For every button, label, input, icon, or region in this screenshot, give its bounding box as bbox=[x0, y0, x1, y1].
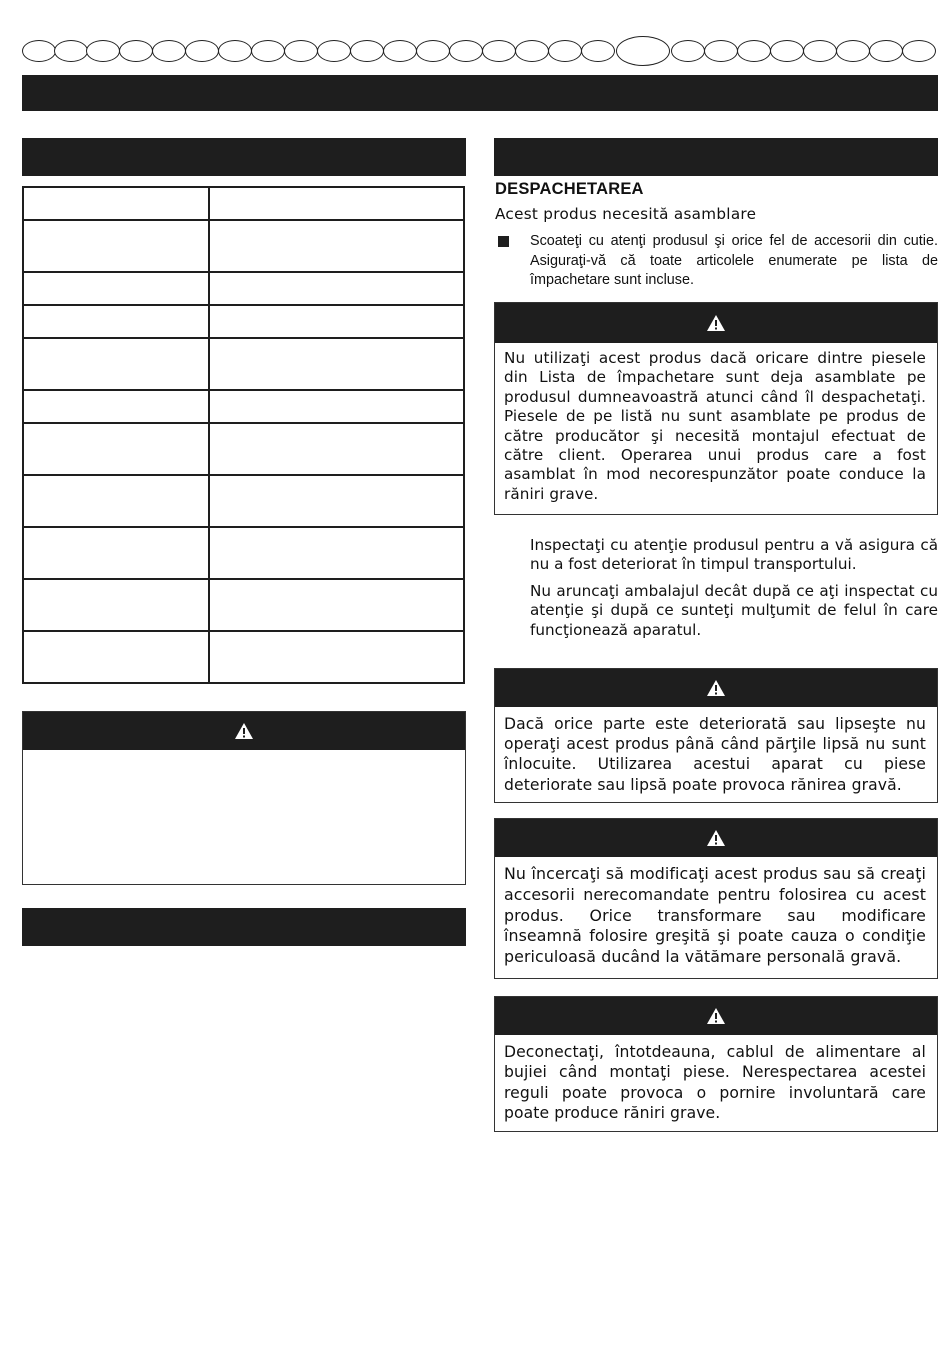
warning-box-empty bbox=[22, 711, 466, 885]
language-tab[interactable] bbox=[515, 40, 549, 62]
table-row bbox=[23, 579, 464, 631]
table-cell bbox=[23, 423, 209, 475]
warning-header bbox=[495, 997, 937, 1035]
language-tab[interactable] bbox=[383, 40, 417, 62]
language-tab[interactable] bbox=[22, 40, 56, 62]
warning-text: Nu încercaţi să modificaţi acest produs sau să creaţi accesorii nerecomandate pentru folosirea cu acest produs. Orice transformare sau modificare înseamnă folosire greşită şi poate cauza o condiţie periculoasă ducând la vătămare personală gravă. bbox=[504, 864, 926, 967]
language-tab[interactable] bbox=[803, 40, 837, 62]
section-title: DESPACHETAREA bbox=[495, 180, 644, 198]
table-cell bbox=[23, 527, 209, 579]
table-cell bbox=[23, 220, 209, 272]
warning-header bbox=[495, 303, 937, 343]
warning-box-3 bbox=[494, 818, 938, 979]
language-tab[interactable] bbox=[251, 40, 285, 62]
warning-header bbox=[23, 712, 465, 750]
table-cell bbox=[209, 305, 464, 338]
table-row bbox=[23, 220, 464, 272]
table-row bbox=[23, 423, 464, 475]
bullet-square-icon bbox=[498, 236, 509, 247]
table-cell bbox=[209, 187, 464, 220]
warning-box-1 bbox=[494, 302, 938, 515]
warning-triangle-icon bbox=[706, 829, 726, 847]
warning-text: Deconectaţi, întotdeauna, cablul de alimentare al bujiei când montaţi piese. Nerespectarea acestei reguli poate provoca o pornire involuntară care poate produce răniri grave. bbox=[504, 1043, 926, 1123]
language-tab[interactable] bbox=[86, 40, 120, 62]
table-cell bbox=[23, 338, 209, 390]
language-tab[interactable] bbox=[152, 40, 186, 62]
page-header-bar bbox=[22, 75, 938, 111]
warning-text: Dacă orice parte este deteriorată sau lipseşte nu operaţi acest produs până când părţile lipsă nu sunt înlocuite. Utilizarea acestui aparat cu piese deteriorate sau lipsă poate provoca rănirea gravă. bbox=[504, 715, 926, 794]
table-row bbox=[23, 338, 464, 390]
language-tab[interactable] bbox=[581, 40, 615, 62]
language-tab[interactable] bbox=[449, 40, 483, 62]
table-cell bbox=[23, 187, 209, 220]
warning-triangle-icon bbox=[706, 679, 726, 697]
warning-header bbox=[495, 669, 937, 707]
language-tab[interactable] bbox=[671, 40, 705, 62]
specifications-table bbox=[22, 186, 465, 684]
section-header-bar bbox=[22, 908, 466, 946]
warning-header bbox=[495, 819, 937, 857]
table-cell bbox=[209, 527, 464, 579]
table-row bbox=[23, 390, 464, 423]
table-row bbox=[23, 272, 464, 305]
language-tab[interactable] bbox=[416, 40, 450, 62]
table-cell bbox=[209, 423, 464, 475]
table-cell bbox=[209, 272, 464, 305]
table-cell bbox=[23, 305, 209, 338]
table-cell bbox=[209, 338, 464, 390]
warning-box-2 bbox=[494, 668, 938, 803]
table-cell bbox=[209, 579, 464, 631]
language-tab[interactable] bbox=[902, 40, 936, 62]
language-tab[interactable] bbox=[704, 40, 738, 62]
language-tab[interactable] bbox=[350, 40, 384, 62]
language-tab[interactable] bbox=[482, 40, 516, 62]
section-subtitle: Acest produs necesită asamblare bbox=[495, 205, 757, 223]
language-tab[interactable] bbox=[284, 40, 318, 62]
table-row bbox=[23, 305, 464, 338]
table-row bbox=[23, 527, 464, 579]
table-cell bbox=[209, 390, 464, 423]
table-cell bbox=[209, 631, 464, 683]
table-cell bbox=[23, 390, 209, 423]
bullet-text: Scoateţi cu atenţi produsul şi orice fel de accesorii din cutie. Asiguraţi-vă că toate articolele enumerate pe lista de împachetare sunt incluse. bbox=[530, 233, 938, 288]
unpacking-header-bar bbox=[494, 138, 938, 176]
language-tab[interactable] bbox=[836, 40, 870, 62]
warning-triangle-icon bbox=[234, 722, 254, 740]
inspect-paragraph: Inspectaţi cu atenţie produsul pentru a vă asigura că nu a fost deteriorat în timpul transportului. bbox=[530, 536, 938, 574]
table-cell bbox=[23, 579, 209, 631]
warning-text: Nu utilizaţi acest produs dacă oricare dintre piesele din Lista de împachetare sunt deja asamblate pe produsul dumneavoastră atunci când îl despachetaţi. Piesele de pe listă nu sunt asamblate pe produs de către producător şi necesită montajul efectuat de către client. Operarea unui produs care a fost asamblat în mod necorespunzător poate conduce la răniri grave. bbox=[504, 349, 926, 503]
table-row bbox=[23, 187, 464, 220]
table-row bbox=[23, 475, 464, 527]
language-tab[interactable] bbox=[317, 40, 351, 62]
warning-box-4 bbox=[494, 996, 938, 1132]
warning-triangle-icon bbox=[706, 314, 726, 332]
table-row bbox=[23, 631, 464, 683]
table-cell bbox=[23, 475, 209, 527]
language-tab[interactable] bbox=[119, 40, 153, 62]
table-cell bbox=[23, 631, 209, 683]
language-tab[interactable] bbox=[54, 40, 88, 62]
table-cell bbox=[23, 272, 209, 305]
language-tab[interactable] bbox=[185, 40, 219, 62]
warning-triangle-icon bbox=[706, 1007, 726, 1025]
packaging-paragraph: Nu aruncaţi ambalajul decât după ce aţi inspectat cu atenţie şi după ce sunteţi mulţumit de felul în care funcţionează aparatul. bbox=[530, 582, 938, 639]
language-tab[interactable] bbox=[770, 40, 804, 62]
language-tab[interactable] bbox=[737, 40, 771, 62]
language-tab[interactable] bbox=[218, 40, 252, 62]
language-tab[interactable] bbox=[869, 40, 903, 62]
language-tab[interactable] bbox=[548, 40, 582, 62]
specifications-header-bar bbox=[22, 138, 466, 176]
table-cell bbox=[209, 475, 464, 527]
language-tabs bbox=[22, 36, 936, 66]
table-cell bbox=[209, 220, 464, 272]
language-tab-active[interactable] bbox=[616, 36, 670, 66]
